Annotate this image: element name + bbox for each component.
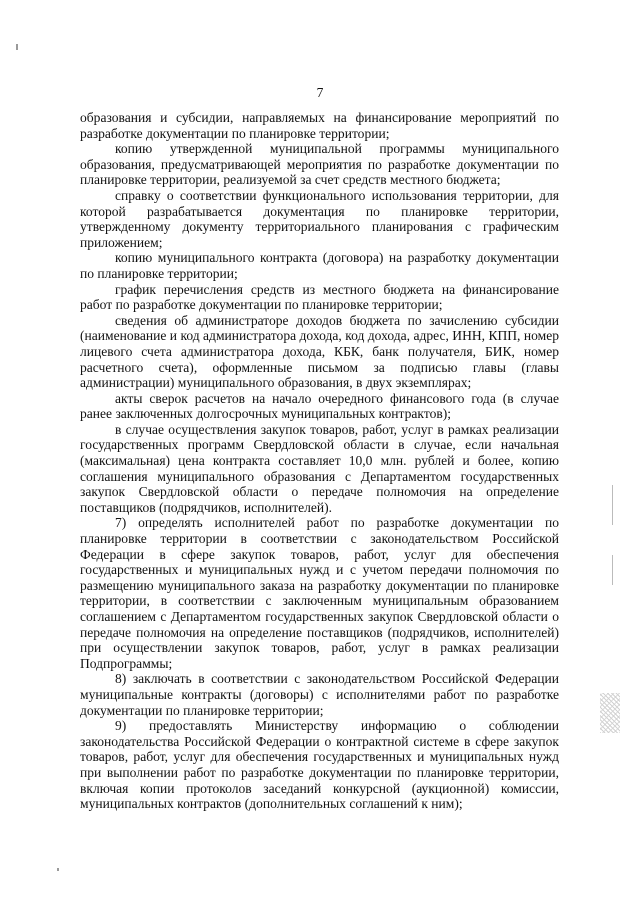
paragraph: 9) предоставлять Министерству информацию о соблюдении законодательства Российской Федерации о контрактной системе в сфере закупок товаров, работ, услуг для обеспечения государственных и муниципальных нужд при выполнении работ по разработке документации по планировке территории, включая копии протоколов заседаний конкурсной (аукционной) комиссии, муниципальных контрактов (дополнительных соглашений к ним); <box>80 718 559 812</box>
paragraph: 7) определять исполнителей работ по разработке документации по планировке территории в соответствии с законодательством Российской Федерации в сфере закупок товаров, работ, услуг для обеспечения государственных и муниципальных нужд и с учетом передачи полномочия по размещению муниципального заказа на разработку документации по планировке территории, в соответствии с заключенным муниципальным образованием соглашением с Департаментом государственных закупок Свердловской области о передаче полномочия на определение поставщиков (подрядчиков, исполнителей) при осуществлении закупок товаров, работ, услуг в рамках реализации Подпрограммы; <box>80 515 559 671</box>
page-number: 7 <box>316 85 324 100</box>
scan-artifact <box>612 485 613 525</box>
paragraph: в случае осуществления закупок товаров, работ, услуг в рамках реализации государственных программ Свердловской области в случае, если начальная (максимальная) цена контракта составляет 10,0 млн. рублей и более, копию соглашения муниципального образования с Департаментом государственных закупок Свердловской области о передаче полномочия на определение поставщиков (подрядчиков, исполнителей). <box>80 421 559 515</box>
document-body <box>80 110 559 812</box>
scan-artifact <box>57 868 59 871</box>
paragraph: копию утвержденной муниципальной программы муниципального образования, предусматривающей мероприятия по разработке документации по планировке территории, реализуемой за счет средств местного бюджета; <box>80 141 559 188</box>
scan-artifact <box>612 555 613 585</box>
paragraph: образования и субсидии, направляемых на финансирование мероприятий по разработке документации по планировке территории; <box>80 110 559 141</box>
paragraph: акты сверок расчетов на начало очередного финансового года (в случае ранее заключенных долгосрочных муниципальных контрактов); <box>80 390 559 422</box>
paragraph: сведения об администраторе доходов бюджета по зачислению субсидии (наименование и код администратора дохода, код дохода, адрес, ИНН, КПП, номер лицевого счета администратора дохода, КБК, банк получателя, БИК, номер расчетного счета), оформленные письмом за подписью главы (главы администрации) муниципального образования, в двух экземплярах; <box>80 312 559 391</box>
paragraph: график перечисления средств из местного бюджета на финансирование работ по разработке документации по планировке территории; <box>80 281 559 313</box>
paragraph: копию муниципального контракта (договора) на разработку документации по планировке территории; <box>80 250 559 281</box>
paragraph: 8) заключать в соответствии с законодательством Российской Федерации муниципальные контракты (договоры) с исполнителями работ по разработке документации по планировке территории; <box>80 671 559 718</box>
paragraph: справку о соответствии функционального использования территории, для которой разрабатывается документация по планировке территории, утвержденному документу территориального планирования с графическим приложением; <box>80 187 559 250</box>
scan-noise-patch <box>600 693 620 733</box>
scan-artifact <box>16 44 18 50</box>
